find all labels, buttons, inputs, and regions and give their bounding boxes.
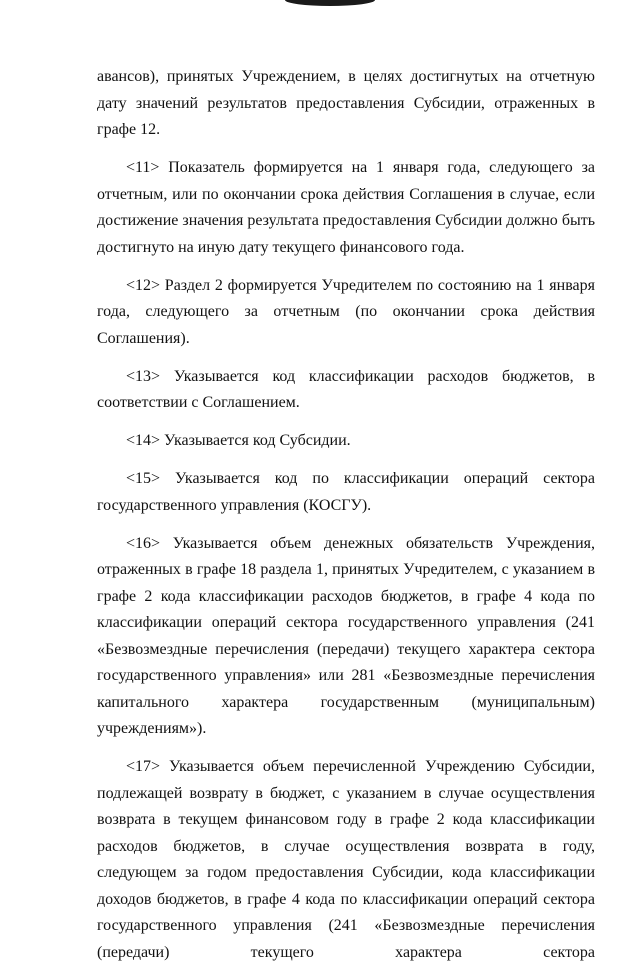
document-body xyxy=(97,64,595,978)
paragraph-continuation: авансов), принятых Учреждением, в целях достигнутых на отчетную дату значений результатов предоставления Субсидии, отраженных в графе 12. xyxy=(97,68,595,138)
footnote-11: <11> Показатель формируется на 1 января года, следующего за отчетным, или по окончании срока действия Соглашения в случае, если достижение значения результата предоставления Субсидии должно быть достигнуто на иную дату текущего финансового года. xyxy=(97,159,595,256)
scan-top-mark xyxy=(285,0,375,6)
footnote-17: <17> Указывается объем перечисленной Учреждению Субсидии, подлежащей возврату в бюджет, с указанием в случае осуществления возврата в текущем финансовом году в графе 2 кода классификации расходов бюджетов, в случае осуществления возврата в году, следующем за годом предоставления Субсидии, кода классификации доходов бюджетов, в графе 4 кода по классификации операций сектора государственного управления (241 «Безвозмездные перечисления (передачи) текущего характера сектора xyxy=(97,758,595,961)
footnote-12: <12> Раздел 2 формируется Учредителем по состоянию на 1 января года, следующего за отчетным (по окончании срока действия Соглашения). xyxy=(97,276,595,347)
footnote-16: <16> Указывается объем денежных обязательств Учреждения, отраженных в графе 18 раздела 1, принятых Учредителем, с указанием в графе 2 кода классификации расходов бюджетов, в графе 4 кода по классификации операций сектора государственного управления (241 «Безвозмездные перечисления (передачи) текущего характера сектора государственного управления» или 281 «Безвозмездные перечисления капитального характера государственным (муниципальным) учреждениям»). xyxy=(97,534,595,737)
footnote-14: <14> Указывается код Субсидии. xyxy=(126,432,351,449)
footnote-13: <13> Указывается код классификации расходов бюджетов, в соответствии с Соглашением. xyxy=(97,367,595,411)
footnote-15: <15> Указывается код по классификации операций сектора государственного управления (КОСГУ). xyxy=(97,470,595,514)
